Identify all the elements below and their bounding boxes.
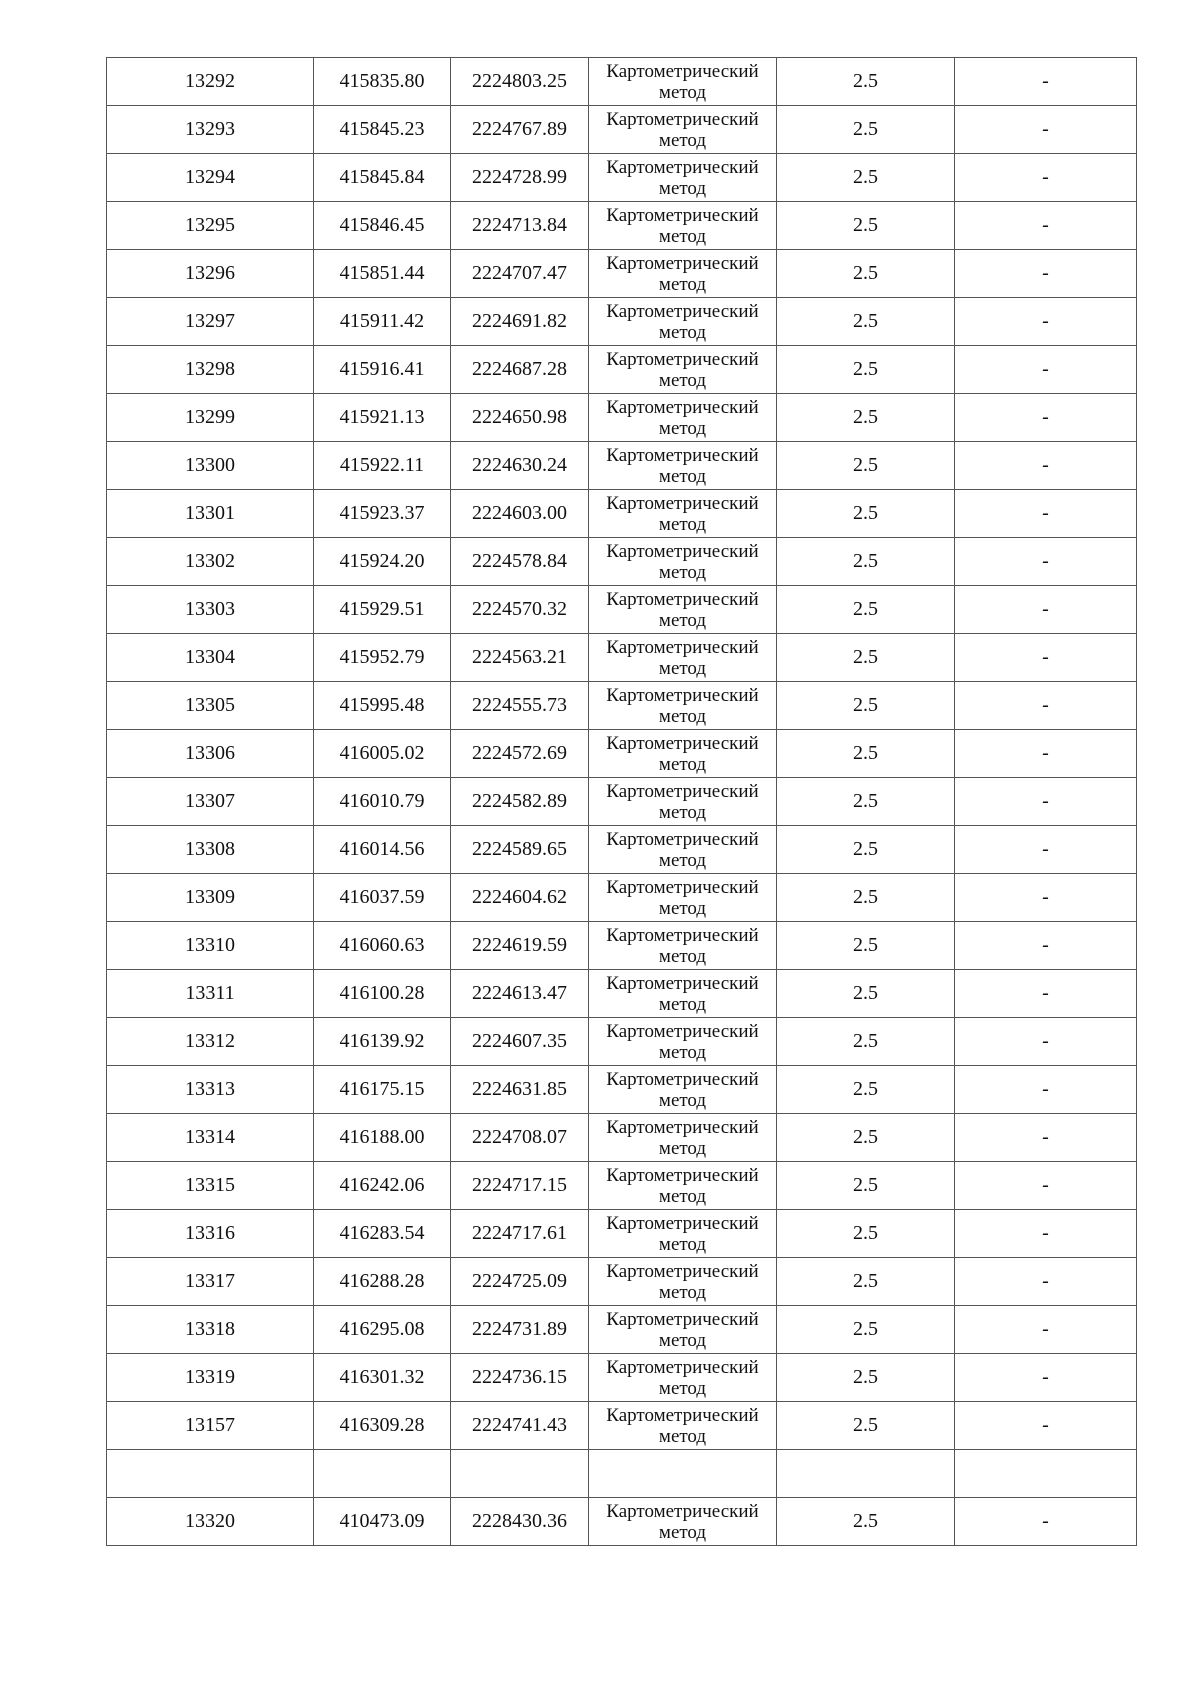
method-line-2: метод xyxy=(658,1521,707,1543)
accuracy-cell: 2.5 xyxy=(777,394,955,442)
x-coordinate-cell: 416060.63 xyxy=(314,922,451,970)
method-cell xyxy=(589,538,777,586)
method-line-1: Картометрический xyxy=(606,1404,759,1426)
point-number-cell: 13298 xyxy=(107,346,314,394)
y-coordinate-cell: 2224578.84 xyxy=(451,538,589,586)
x-coordinate-cell: 416288.28 xyxy=(314,1258,451,1306)
x-coordinate-cell: 415921.13 xyxy=(314,394,451,442)
method-line-1: Картометрический xyxy=(606,684,759,706)
x-coordinate-cell: 415916.41 xyxy=(314,346,451,394)
method-line-1: Картометрический xyxy=(606,876,759,898)
coordinates-table-body xyxy=(107,58,1137,1546)
point-number-cell: 13317 xyxy=(107,1258,314,1306)
note-cell: - xyxy=(955,1354,1137,1402)
method-line-2: метод xyxy=(658,657,707,679)
note-cell: - xyxy=(955,250,1137,298)
y-coordinate-cell: 2224691.82 xyxy=(451,298,589,346)
method-line-2: метод xyxy=(658,753,707,775)
accuracy-cell: 2.5 xyxy=(777,1018,955,1066)
method-line-1: Картометрический xyxy=(606,924,759,946)
method-line-2: метод xyxy=(658,225,707,247)
accuracy-cell: 2.5 xyxy=(777,922,955,970)
table-row xyxy=(107,1306,1137,1354)
method-line-1: Картометрический xyxy=(606,1116,759,1138)
point-number-cell: 13314 xyxy=(107,1114,314,1162)
y-coordinate-cell: 2224731.89 xyxy=(451,1306,589,1354)
method-line-2: метод xyxy=(658,273,707,295)
x-coordinate-cell: 415924.20 xyxy=(314,538,451,586)
table-row xyxy=(107,154,1137,202)
table-row xyxy=(107,1450,1137,1498)
note-cell: - xyxy=(955,1402,1137,1450)
method-line-1: Картометрический xyxy=(606,300,759,322)
method-line-1: Картометрический xyxy=(606,972,759,994)
table-row xyxy=(107,1354,1137,1402)
note-cell: - xyxy=(955,490,1137,538)
method-cell xyxy=(589,394,777,442)
note-cell: - xyxy=(955,1498,1137,1546)
note-cell: - xyxy=(955,1210,1137,1258)
point-number-cell: 13307 xyxy=(107,778,314,826)
method-cell xyxy=(589,442,777,490)
x-coordinate-cell: 416309.28 xyxy=(314,1402,451,1450)
x-coordinate-cell: 416188.00 xyxy=(314,1114,451,1162)
method-line-2: метод xyxy=(658,705,707,727)
point-number-cell: 13306 xyxy=(107,730,314,778)
x-coordinate-cell: 415922.11 xyxy=(314,442,451,490)
table-row xyxy=(107,202,1137,250)
point-number-cell: 13296 xyxy=(107,250,314,298)
method-line-2: метод xyxy=(658,1425,707,1447)
method-cell xyxy=(589,1066,777,1114)
note-cell xyxy=(955,1450,1137,1498)
table-row xyxy=(107,490,1137,538)
table-row xyxy=(107,346,1137,394)
method-line-1: Картометрический xyxy=(606,732,759,754)
method-line-2: метод xyxy=(658,801,707,823)
y-coordinate-cell: 2224767.89 xyxy=(451,106,589,154)
method-cell xyxy=(589,1018,777,1066)
note-cell: - xyxy=(955,778,1137,826)
accuracy-cell: 2.5 xyxy=(777,970,955,1018)
method-line-2: метод xyxy=(658,1233,707,1255)
accuracy-cell: 2.5 xyxy=(777,154,955,202)
x-coordinate-cell: 415845.23 xyxy=(314,106,451,154)
method-line-1: Картометрический xyxy=(606,108,759,130)
accuracy-cell: 2.5 xyxy=(777,298,955,346)
point-number-cell: 13294 xyxy=(107,154,314,202)
method-cell xyxy=(589,106,777,154)
note-cell: - xyxy=(955,106,1137,154)
table-row xyxy=(107,874,1137,922)
method-cell xyxy=(589,1114,777,1162)
method-line-2: метод xyxy=(658,513,707,535)
method-line-1: Картометрический xyxy=(606,1308,759,1330)
accuracy-cell: 2.5 xyxy=(777,538,955,586)
point-number-cell: 13319 xyxy=(107,1354,314,1402)
accuracy-cell: 2.5 xyxy=(777,1402,955,1450)
y-coordinate-cell: 2224589.65 xyxy=(451,826,589,874)
method-cell xyxy=(589,682,777,730)
accuracy-cell: 2.5 xyxy=(777,1306,955,1354)
table-row xyxy=(107,1114,1137,1162)
y-coordinate-cell: 2224631.85 xyxy=(451,1066,589,1114)
x-coordinate-cell: 416139.92 xyxy=(314,1018,451,1066)
method-cell xyxy=(589,1498,777,1546)
method-line-1: Картометрический xyxy=(606,492,759,514)
accuracy-cell: 2.5 xyxy=(777,586,955,634)
method-cell xyxy=(589,346,777,394)
method-line-1: Картометрический xyxy=(606,636,759,658)
point-number-cell: 13300 xyxy=(107,442,314,490)
x-coordinate-cell: 410473.09 xyxy=(314,1498,451,1546)
accuracy-cell: 2.5 xyxy=(777,346,955,394)
x-coordinate-cell: 416014.56 xyxy=(314,826,451,874)
x-coordinate-cell: 415851.44 xyxy=(314,250,451,298)
table-row xyxy=(107,970,1137,1018)
point-number-cell: 13295 xyxy=(107,202,314,250)
accuracy-cell: 2.5 xyxy=(777,1258,955,1306)
method-cell xyxy=(589,1402,777,1450)
method-cell xyxy=(589,250,777,298)
x-coordinate-cell: 416010.79 xyxy=(314,778,451,826)
table-row xyxy=(107,250,1137,298)
y-coordinate-cell: 2224650.98 xyxy=(451,394,589,442)
table-row xyxy=(107,1402,1137,1450)
method-cell xyxy=(589,202,777,250)
method-line-1: Картометрический xyxy=(606,348,759,370)
method-cell xyxy=(589,874,777,922)
method-cell xyxy=(589,1354,777,1402)
note-cell: - xyxy=(955,634,1137,682)
note-cell: - xyxy=(955,1306,1137,1354)
method-line-2: метод xyxy=(658,1089,707,1111)
method-line-1: Картометрический xyxy=(606,780,759,802)
method-line-1: Картометрический xyxy=(606,396,759,418)
point-number-cell: 13301 xyxy=(107,490,314,538)
point-number-cell: 13299 xyxy=(107,394,314,442)
accuracy-cell: 2.5 xyxy=(777,874,955,922)
method-line-2: метод xyxy=(658,81,707,103)
y-coordinate-cell: 2224607.35 xyxy=(451,1018,589,1066)
accuracy-cell: 2.5 xyxy=(777,202,955,250)
point-number-cell: 13297 xyxy=(107,298,314,346)
y-coordinate-cell: 2224708.07 xyxy=(451,1114,589,1162)
method-line-2: метод xyxy=(658,1185,707,1207)
y-coordinate-cell: 2224803.25 xyxy=(451,58,589,106)
point-number-cell: 13292 xyxy=(107,58,314,106)
accuracy-cell: 2.5 xyxy=(777,1354,955,1402)
method-line-2: метод xyxy=(658,1329,707,1351)
method-line-2: метод xyxy=(658,897,707,919)
method-cell xyxy=(589,490,777,538)
method-line-2: метод xyxy=(658,417,707,439)
x-coordinate-cell: 415929.51 xyxy=(314,586,451,634)
method-line-2: метод xyxy=(658,321,707,343)
accuracy-cell: 2.5 xyxy=(777,1498,955,1546)
y-coordinate-cell: 2224555.73 xyxy=(451,682,589,730)
method-line-2: метод xyxy=(658,1281,707,1303)
x-coordinate-cell: 415923.37 xyxy=(314,490,451,538)
x-coordinate-cell: 416242.06 xyxy=(314,1162,451,1210)
y-coordinate-cell: 2224582.89 xyxy=(451,778,589,826)
method-line-1: Картометрический xyxy=(606,252,759,274)
method-line-2: метод xyxy=(658,945,707,967)
x-coordinate-cell: 416037.59 xyxy=(314,874,451,922)
method-line-1: Картометрический xyxy=(606,588,759,610)
x-coordinate-cell: 416301.32 xyxy=(314,1354,451,1402)
method-cell xyxy=(589,1450,777,1498)
point-number-cell: 13316 xyxy=(107,1210,314,1258)
accuracy-cell: 2.5 xyxy=(777,1210,955,1258)
method-cell xyxy=(589,58,777,106)
note-cell: - xyxy=(955,1066,1137,1114)
table-row xyxy=(107,394,1137,442)
accuracy-cell: 2.5 xyxy=(777,682,955,730)
method-line-2: метод xyxy=(658,849,707,871)
x-coordinate-cell: 416283.54 xyxy=(314,1210,451,1258)
method-cell xyxy=(589,730,777,778)
table-row xyxy=(107,778,1137,826)
y-coordinate-cell: 2224707.47 xyxy=(451,250,589,298)
point-number-cell: 13303 xyxy=(107,586,314,634)
note-cell: - xyxy=(955,826,1137,874)
method-line-1: Картометрический xyxy=(606,1260,759,1282)
table-row xyxy=(107,1162,1137,1210)
method-cell xyxy=(589,298,777,346)
method-line-1: Картометрический xyxy=(606,204,759,226)
note-cell: - xyxy=(955,202,1137,250)
note-cell: - xyxy=(955,346,1137,394)
table-row xyxy=(107,826,1137,874)
point-number-cell: 13320 xyxy=(107,1498,314,1546)
method-cell xyxy=(589,1162,777,1210)
method-line-2: метод xyxy=(658,369,707,391)
accuracy-cell: 2.5 xyxy=(777,442,955,490)
note-cell: - xyxy=(955,1258,1137,1306)
method-line-2: метод xyxy=(658,993,707,1015)
method-line-1: Картометрический xyxy=(606,1500,759,1522)
note-cell: - xyxy=(955,1162,1137,1210)
point-number-cell: 13302 xyxy=(107,538,314,586)
x-coordinate-cell: 415911.42 xyxy=(314,298,451,346)
method-line-2: метод xyxy=(658,609,707,631)
method-line-2: метод xyxy=(658,1377,707,1399)
method-line-1: Картометрический xyxy=(606,1356,759,1378)
y-coordinate-cell: 2224736.15 xyxy=(451,1354,589,1402)
accuracy-cell: 2.5 xyxy=(777,1114,955,1162)
note-cell: - xyxy=(955,298,1137,346)
method-cell xyxy=(589,1306,777,1354)
point-number-cell: 13309 xyxy=(107,874,314,922)
method-line-1: Картометрический xyxy=(606,60,759,82)
note-cell: - xyxy=(955,586,1137,634)
table-row xyxy=(107,1066,1137,1114)
method-line-1: Картометрический xyxy=(606,156,759,178)
x-coordinate-cell: 416005.02 xyxy=(314,730,451,778)
point-number-cell: 13304 xyxy=(107,634,314,682)
table-row xyxy=(107,1210,1137,1258)
method-line-2: метод xyxy=(658,177,707,199)
table-row xyxy=(107,682,1137,730)
method-cell xyxy=(589,922,777,970)
note-cell: - xyxy=(955,394,1137,442)
method-line-2: метод xyxy=(658,561,707,583)
method-cell xyxy=(589,586,777,634)
table-row xyxy=(107,538,1137,586)
y-coordinate-cell: 2224717.61 xyxy=(451,1210,589,1258)
note-cell: - xyxy=(955,682,1137,730)
table-row xyxy=(107,442,1137,490)
note-cell: - xyxy=(955,154,1137,202)
accuracy-cell: 2.5 xyxy=(777,1066,955,1114)
method-cell xyxy=(589,778,777,826)
y-coordinate-cell: 2224572.69 xyxy=(451,730,589,778)
coordinates-table xyxy=(106,57,1137,1546)
x-coordinate-cell: 415995.48 xyxy=(314,682,451,730)
method-line-1: Картометрический xyxy=(606,1020,759,1042)
accuracy-cell xyxy=(777,1450,955,1498)
table-row xyxy=(107,106,1137,154)
y-coordinate-cell: 2224604.62 xyxy=(451,874,589,922)
y-coordinate-cell: 2224713.84 xyxy=(451,202,589,250)
point-number-cell: 13293 xyxy=(107,106,314,154)
method-line-1: Картометрический xyxy=(606,540,759,562)
point-number-cell: 13315 xyxy=(107,1162,314,1210)
point-number-cell: 13318 xyxy=(107,1306,314,1354)
note-cell: - xyxy=(955,58,1137,106)
point-number-cell xyxy=(107,1450,314,1498)
method-cell xyxy=(589,154,777,202)
note-cell: - xyxy=(955,1018,1137,1066)
table-row xyxy=(107,730,1137,778)
accuracy-cell: 2.5 xyxy=(777,730,955,778)
x-coordinate-cell: 415952.79 xyxy=(314,634,451,682)
note-cell: - xyxy=(955,442,1137,490)
y-coordinate-cell: 2228430.36 xyxy=(451,1498,589,1546)
y-coordinate-cell: 2224728.99 xyxy=(451,154,589,202)
accuracy-cell: 2.5 xyxy=(777,778,955,826)
table-row xyxy=(107,298,1137,346)
note-cell: - xyxy=(955,874,1137,922)
method-cell xyxy=(589,1258,777,1306)
table-row xyxy=(107,1018,1137,1066)
table-row xyxy=(107,1258,1137,1306)
y-coordinate-cell: 2224630.24 xyxy=(451,442,589,490)
y-coordinate-cell: 2224717.15 xyxy=(451,1162,589,1210)
y-coordinate-cell xyxy=(451,1450,589,1498)
method-line-1: Картометрический xyxy=(606,1068,759,1090)
table-row xyxy=(107,1498,1137,1546)
accuracy-cell: 2.5 xyxy=(777,250,955,298)
method-line-1: Картометрический xyxy=(606,1212,759,1234)
y-coordinate-cell: 2224619.59 xyxy=(451,922,589,970)
method-line-1: Картометрический xyxy=(606,444,759,466)
point-number-cell: 13310 xyxy=(107,922,314,970)
accuracy-cell: 2.5 xyxy=(777,826,955,874)
table-row xyxy=(107,586,1137,634)
x-coordinate-cell: 415845.84 xyxy=(314,154,451,202)
note-cell: - xyxy=(955,1114,1137,1162)
accuracy-cell: 2.5 xyxy=(777,490,955,538)
x-coordinate-cell: 416175.15 xyxy=(314,1066,451,1114)
x-coordinate-cell: 416100.28 xyxy=(314,970,451,1018)
accuracy-cell: 2.5 xyxy=(777,58,955,106)
point-number-cell: 13305 xyxy=(107,682,314,730)
point-number-cell: 13312 xyxy=(107,1018,314,1066)
y-coordinate-cell: 2224563.21 xyxy=(451,634,589,682)
method-cell xyxy=(589,826,777,874)
method-cell xyxy=(589,970,777,1018)
note-cell: - xyxy=(955,538,1137,586)
accuracy-cell: 2.5 xyxy=(777,634,955,682)
point-number-cell: 13311 xyxy=(107,970,314,1018)
method-line-1: Картометрический xyxy=(606,828,759,850)
accuracy-cell: 2.5 xyxy=(777,106,955,154)
accuracy-cell: 2.5 xyxy=(777,1162,955,1210)
note-cell: - xyxy=(955,970,1137,1018)
table-row xyxy=(107,634,1137,682)
y-coordinate-cell: 2224613.47 xyxy=(451,970,589,1018)
y-coordinate-cell: 2224741.43 xyxy=(451,1402,589,1450)
point-number-cell: 13313 xyxy=(107,1066,314,1114)
x-coordinate-cell: 415846.45 xyxy=(314,202,451,250)
note-cell: - xyxy=(955,922,1137,970)
method-cell xyxy=(589,634,777,682)
method-line-2: метод xyxy=(658,465,707,487)
y-coordinate-cell: 2224725.09 xyxy=(451,1258,589,1306)
y-coordinate-cell: 2224570.32 xyxy=(451,586,589,634)
y-coordinate-cell: 2224687.28 xyxy=(451,346,589,394)
x-coordinate-cell: 415835.80 xyxy=(314,58,451,106)
point-number-cell: 13308 xyxy=(107,826,314,874)
method-line-2: метод xyxy=(658,1041,707,1063)
x-coordinate-cell: 416295.08 xyxy=(314,1306,451,1354)
note-cell: - xyxy=(955,730,1137,778)
x-coordinate-cell xyxy=(314,1450,451,1498)
table-row xyxy=(107,58,1137,106)
method-cell xyxy=(589,1210,777,1258)
method-line-2: метод xyxy=(658,1137,707,1159)
point-number-cell: 13157 xyxy=(107,1402,314,1450)
table-row xyxy=(107,922,1137,970)
method-line-2: метод xyxy=(658,129,707,151)
y-coordinate-cell: 2224603.00 xyxy=(451,490,589,538)
method-line-1: Картометрический xyxy=(606,1164,759,1186)
